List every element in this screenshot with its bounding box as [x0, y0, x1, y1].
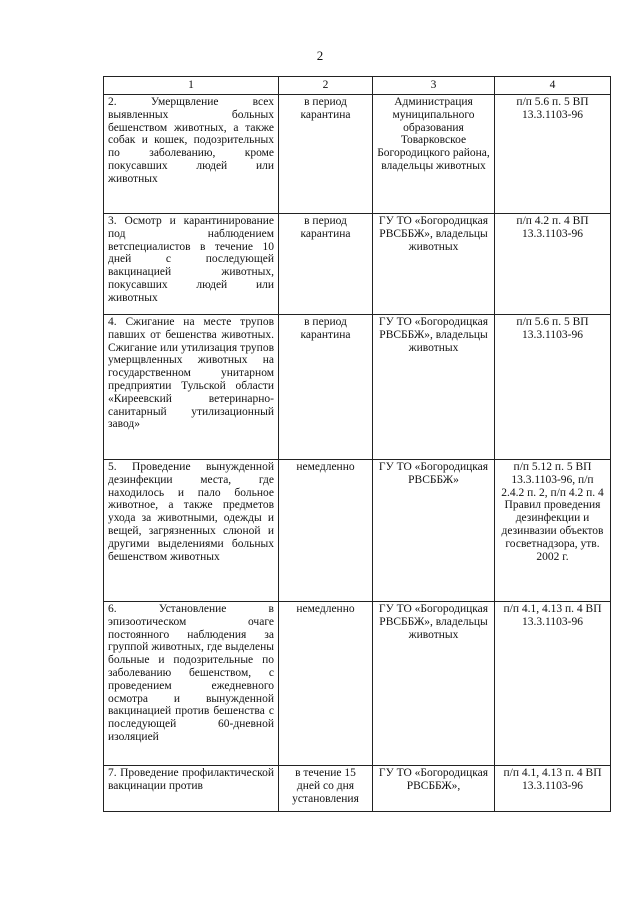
basis-cell: п/п 4.1, 4.13 п. 4 ВП 13.3.1103-96: [495, 602, 611, 766]
term-cell: в период карантина: [279, 214, 373, 315]
measure-cell: 6. Установление в эпизоотическом очаге постоянного наблюдения за группой животных, где выделены больные и подозрительные по заболеванию бешенством, с проведением ежедневного осмотра и вынужденной вакцинацией против бешенства с последующей 60-дневной изоляцией: [104, 602, 279, 766]
basis-cell: п/п 4.2 п. 4 ВП 13.3.1103-96: [495, 214, 611, 315]
measure-cell: 3. Осмотр и карантинирование под наблюдением ветспециалистов в течение 10 дней с последующей вакцинацией животных, покусавших людей или животных: [104, 214, 279, 315]
table-row: [104, 95, 611, 214]
measure-cell: 4. Сжигание на месте трупов павших от бешенства животных. Сжигание или утилизация трупов умерщвленных животных на государственном унитарном предприятии Тульской области «Киреевский ветеринарно-санитарный утилизационный завод»: [104, 315, 279, 460]
basis-cell: п/п 4.1, 4.13 п. 4 ВП 13.3.1103-96: [495, 766, 611, 812]
executor-cell: ГУ ТО «Богородицкая РВСББЖ», владельцы животных: [373, 315, 495, 460]
page-number: 2: [316, 48, 324, 63]
measure-cell: 7. Проведение профилактической вакцинации против: [104, 766, 279, 812]
measure-cell: 5. Проведение вынужденной дезинфекции места, где находилось и пало больное животное, а также предметов ухода за животными, одежды и вещей, загрязненных слюной и другими выделениями больных бешенством животных: [104, 460, 279, 602]
column-header-1: 1: [104, 77, 279, 95]
term-cell: немедленно: [279, 602, 373, 766]
executor-cell: ГУ ТО «Богородицкая РВСББЖ», владельцы животных: [373, 214, 495, 315]
basis-cell: п/п 5.12 п. 5 ВП 13.3.1103-96, п/п 2.4.2 п. 2, п/п 4.2 п. 4 Правил проведения дезинфекции и дезинвазии объектов госветнадзора, утв. 2002 г.: [495, 460, 611, 602]
term-cell: немедленно: [279, 460, 373, 602]
term-cell: в период карантина: [279, 315, 373, 460]
measures-table: [103, 76, 611, 812]
table-row: [104, 602, 611, 766]
table-row: [104, 315, 611, 460]
basis-cell: п/п 5.6 п. 5 ВП 13.3.1103-96: [495, 95, 611, 214]
measure-cell: 2. Умерщвление всех выявленных больных бешенством животных, а также собак и кошек, подозрительных по заболеванию, кроме покусавших людей или животных: [104, 95, 279, 214]
table-row: [104, 214, 611, 315]
executor-cell: Администрация муниципального образования Товарковское Богородицкого района, владельцы животных: [373, 95, 495, 214]
executor-cell: ГУ ТО «Богородицкая РВСББЖ»,: [373, 766, 495, 812]
column-header-3: 3: [373, 77, 495, 95]
table-row: [104, 460, 611, 602]
column-header-2: 2: [279, 77, 373, 95]
basis-cell: п/п 5.6 п. 5 ВП 13.3.1103-96: [495, 315, 611, 460]
term-cell: в период карантина: [279, 95, 373, 214]
executor-cell: ГУ ТО «Богородицкая РВСББЖ»: [373, 460, 495, 602]
executor-cell: ГУ ТО «Богородицкая РВСББЖ», владельцы животных: [373, 602, 495, 766]
table-header-row: [104, 77, 611, 95]
column-header-4: 4: [495, 77, 611, 95]
table-row: [104, 766, 611, 812]
term-cell: в течение 15 дней со дня установления: [279, 766, 373, 812]
